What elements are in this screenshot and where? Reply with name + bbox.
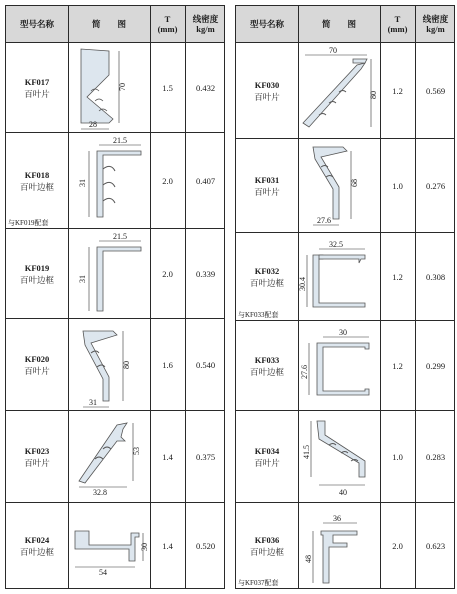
header-t-unit: (mm) [387,24,408,34]
model-name: 百叶片 [24,458,50,468]
model-name: 百叶片 [254,458,280,468]
model-code: KF030 [254,80,280,90]
thickness-value: 2.0 [162,269,173,279]
profile-kf023-svg [69,411,149,503]
thickness-value: 1.5 [162,83,173,93]
model-name: 百叶片 [254,187,280,197]
profile-drawing [299,139,379,233]
thickness-value: 2.0 [162,176,173,186]
header-t: T [164,14,171,24]
profile-kf030-svg [299,43,379,139]
profile-kf020-svg [69,319,149,411]
dim-width: 30 [339,328,347,337]
model-name: 百叶边框 [19,275,54,285]
model-cell [236,43,298,139]
thickness-value: 1.6 [162,360,173,370]
model-name: 百叶边框 [249,547,284,557]
density-value: 0.308 [425,272,446,282]
table-row [6,318,224,411]
model-cell [236,233,298,321]
profile-kf034-svg [299,411,379,503]
header-density-unit: kg/m [426,24,445,34]
table-row [6,42,224,133]
model-name: 百叶边框 [249,278,284,288]
model-code: KF032 [254,266,280,276]
model-code: KF031 [254,175,280,185]
model-name: 百叶边框 [249,367,284,377]
model-code: KF036 [254,535,280,545]
profile-drawing [69,411,149,503]
table-row [6,132,224,229]
model-code: KF023 [24,446,50,456]
left-spec-table [5,5,225,589]
table-row [236,232,454,321]
dim-width: 21.5 [113,136,127,145]
table-header [6,6,224,42]
profile-drawing [299,43,379,139]
table-row [6,228,224,319]
header-figure: 简 图 [321,19,356,29]
profile-kf036-svg [299,503,379,589]
dim-height: 68 [350,179,359,187]
table-header [236,6,454,42]
header-density [185,6,226,42]
density-value: 0.299 [425,361,446,371]
table-row [6,502,224,589]
model-code: KF020 [24,354,50,364]
dim-height: 31 [78,275,87,283]
header-t-unit: (mm) [157,24,178,34]
density-value: 0.339 [195,269,216,279]
header-figure: 简 图 [91,19,126,29]
profile-kf019-svg [69,229,149,319]
density-value: 0.623 [425,541,446,551]
thickness-value: 1.2 [392,86,403,96]
pairing-note: 与KF019配套 [8,219,49,227]
density-value: 0.283 [425,452,446,462]
density-value: 0.432 [195,83,216,93]
thickness-value: 2.0 [392,541,403,551]
header-density-unit: kg/m [196,24,215,34]
header-code: 型号名称 [249,19,284,29]
model-cell [236,503,298,589]
header-density-label: 线密度 [422,14,449,24]
profile-drawing [299,411,379,503]
profile-drawing [69,43,149,133]
model-code: KF018 [24,170,50,180]
dim-width: 21.5 [113,232,127,241]
header-thickness [150,6,185,42]
dim-width: 28 [89,120,97,129]
thickness-value: 1.4 [162,541,173,551]
dim-height: 48 [304,555,313,563]
profile-drawing [69,503,149,589]
thickness-value: 1.2 [392,272,403,282]
model-code: KF019 [24,263,50,273]
dim-width: 70 [329,46,337,55]
table-row [236,410,454,503]
profile-kf032-svg [299,233,379,321]
model-cell [6,229,68,319]
thickness-value: 1.0 [392,181,403,191]
model-code: KF024 [24,535,50,545]
dim-width: 27.6 [317,216,331,225]
dim-height: 27.6 [300,365,309,379]
right-spec-table [235,5,455,589]
model-code: KF033 [254,355,280,365]
model-cell [236,139,298,233]
profile-drawing [69,229,149,319]
table-row [236,138,454,233]
model-cell [6,43,68,133]
model-cell [6,133,68,229]
model-cell [236,321,298,411]
model-code: KF017 [24,77,50,87]
profile-kf024-svg [69,503,149,589]
dim-width: 32.5 [329,240,343,249]
table-row [236,502,454,589]
dim-height: 30 [140,543,149,551]
density-value: 0.540 [195,360,216,370]
profile-drawing [69,319,149,411]
dim-width: 36 [333,514,341,523]
dim-height: 80 [369,91,378,99]
model-name: 百叶边框 [19,182,54,192]
header-code: 型号名称 [19,19,54,29]
model-code: KF034 [254,446,280,456]
dim-width: 32.8 [93,488,107,497]
density-value: 0.569 [425,86,446,96]
model-cell [236,411,298,503]
dim-height: 30.4 [298,277,307,291]
profile-drawing [299,321,379,411]
model-name: 百叶片 [24,366,50,376]
table-row [236,42,454,139]
profile-kf017-svg [69,43,149,133]
density-value: 0.407 [195,176,216,186]
model-name: 百叶边框 [19,547,54,557]
model-cell [6,503,68,589]
thickness-value: 1.0 [392,452,403,462]
dim-height: 70 [118,83,127,91]
dim-height: 31 [78,179,87,187]
table-row [236,320,454,411]
model-name: 百叶片 [254,92,280,102]
density-value: 0.375 [195,452,216,462]
dim-height: 80 [122,361,131,369]
header-t: T [394,14,401,24]
profile-kf018-svg [69,133,149,229]
dim-width: 31 [89,398,97,407]
profile-drawing [299,503,379,589]
profile-kf033-svg [299,321,379,411]
dim-height: 53 [132,447,141,455]
pairing-note: 与KF037配套 [238,579,279,587]
profile-kf031-svg [299,139,379,233]
header-density-label: 线密度 [192,14,219,24]
dim-width: 54 [99,568,107,577]
model-cell [6,411,68,503]
profile-drawing [299,233,379,321]
model-cell [6,319,68,411]
density-value: 0.276 [425,181,446,191]
density-value: 0.520 [195,541,216,551]
pairing-note: 与KF033配套 [238,311,279,319]
model-name: 百叶片 [24,89,50,99]
table-row [6,410,224,503]
header-thickness [380,6,415,42]
profile-drawing [69,133,149,229]
thickness-value: 1.2 [392,361,403,371]
dim-height: 41.5 [302,445,311,459]
dim-width: 40 [339,488,347,497]
thickness-value: 1.4 [162,452,173,462]
header-density [415,6,456,42]
